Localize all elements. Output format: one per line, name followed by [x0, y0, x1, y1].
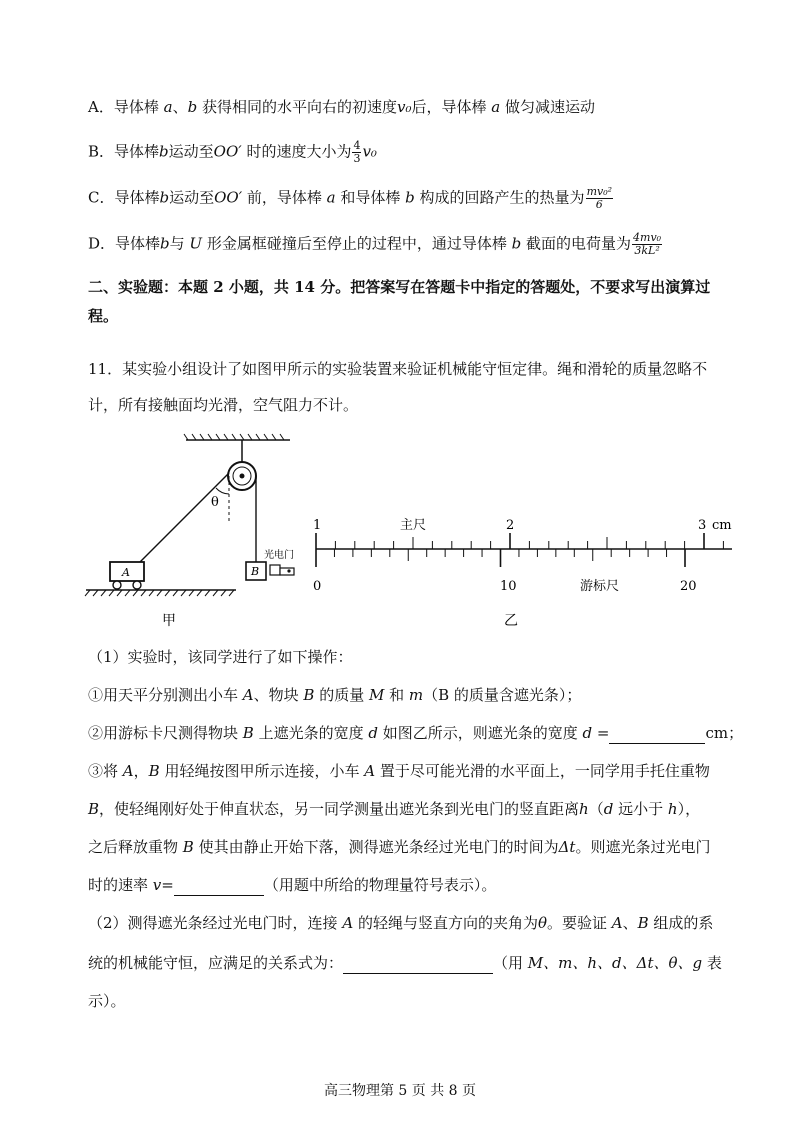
variable-list: M、m、h、d、Δt、θ、g: [527, 954, 703, 972]
var-b: B: [148, 762, 160, 780]
question-11-line1: 11．某实验小组设计了如图甲所示的实验装置来验证机械能守恒定律。绳和滑轮的质量忽略不: [88, 360, 708, 378]
experiment-figure: [0, 430, 800, 635]
option-d: [88, 232, 663, 257]
fraction-denominator: 6: [595, 198, 603, 211]
text: 运动至: [168, 142, 214, 161]
fraction: [352, 140, 361, 165]
var-a: A: [342, 914, 354, 932]
text: 时的速度大小为: [241, 142, 352, 161]
option-c: [88, 186, 614, 211]
text: 构成的回路产生的热量为: [414, 188, 585, 207]
part1-step3-line3: [88, 836, 710, 858]
var-b: B: [182, 838, 194, 856]
var-a: A: [611, 914, 623, 932]
part2-line3: 示）。: [88, 992, 126, 1010]
var-a: a: [326, 188, 336, 207]
var-b: b: [187, 98, 198, 116]
var-b: b: [159, 142, 169, 161]
text: cm；: [705, 724, 744, 742]
text: 使其由静止开始下落，测得遮光条经过光电门的时间为: [193, 838, 559, 856]
var-b: B: [303, 686, 315, 704]
option-b: [88, 140, 377, 165]
text: 运动至: [169, 188, 215, 207]
text: 后，导体棒: [411, 98, 492, 116]
var-theta: θ: [537, 914, 547, 932]
var-oo: OO′: [214, 188, 243, 207]
block-b: [246, 562, 266, 580]
text: （B 的质量含遮光条）；: [423, 686, 582, 704]
text: =: [161, 876, 174, 894]
fraction: [586, 186, 613, 211]
var-u: U: [189, 234, 203, 253]
text: 的质量: [314, 686, 369, 704]
var-v0: v₀: [362, 142, 377, 161]
vernier-label: 游标尺: [580, 579, 620, 594]
text: 的轻绳与竖直方向的夹角为: [353, 914, 538, 932]
var-d: d: [582, 724, 593, 742]
var-h: h: [579, 800, 589, 818]
text: 形金属框碰撞后至停止的过程中，通过导体棒: [202, 234, 512, 253]
section-heading-cont: 程。: [88, 307, 119, 325]
text: 做匀减速运动: [500, 98, 595, 116]
photogate: [264, 548, 294, 575]
angle-arc: [216, 488, 229, 494]
option-d-prefix: D．导体棒: [88, 234, 161, 253]
main-scale-number: 1: [313, 518, 322, 533]
var-b: b: [159, 188, 170, 207]
section-heading: 二、实验题：本题 2 小题，共 14 分。把答案写在答题卡中指定的答题处，不要求写出演算过: [88, 278, 711, 296]
var-m-upper: M: [368, 686, 385, 704]
part1-step1: [88, 684, 581, 706]
question-11-line2: 计，所有接触面均光滑，空气阻力不计。: [88, 396, 359, 414]
option-a-prefix: A．导体棒: [88, 98, 164, 116]
ground: [85, 590, 236, 596]
text: 表: [702, 954, 722, 972]
text: =: [592, 724, 610, 742]
text: （用题中所给的物理量符号表示）。: [263, 876, 497, 894]
part1-step3-line4: [88, 874, 496, 896]
answer-blank-relation[interactable]: [343, 955, 493, 974]
text: 和导体棒: [335, 188, 406, 207]
var-a: a: [491, 98, 501, 116]
text: 统的机械能守恒，应满足的关系式为：: [88, 954, 344, 972]
var-h: h: [667, 800, 678, 818]
var-d: d: [368, 724, 378, 742]
option-b-prefix: B．导体棒: [88, 142, 160, 161]
part1-step3-line1: [88, 760, 710, 782]
text: 截面的电荷量为: [521, 234, 632, 253]
part1-step2: [88, 722, 743, 744]
var-b: b: [511, 234, 522, 253]
text: 。要验证: [546, 914, 612, 932]
caption-right: 乙: [504, 613, 518, 629]
var-m-lower: m: [408, 686, 424, 704]
text: 前，导体棒: [242, 188, 327, 207]
main-scale-label: 主尺: [400, 518, 427, 533]
text: 获得相同的水平向右的初速度: [197, 98, 397, 116]
var-b: b: [160, 234, 170, 253]
text: ，使轻绳刚好处于伸直状态，另一同学测量出遮光条到光电门的竖直距离: [99, 800, 580, 818]
var-a: A: [242, 686, 254, 704]
text: 置于尽可能光滑的水平面上，一同学用手托住重物: [375, 762, 710, 780]
var-v0: v₀: [396, 98, 412, 116]
text: 上遮光条的宽度: [253, 724, 369, 742]
vernier-caliper: [313, 518, 732, 594]
text: ②用游标卡尺测得物块: [88, 724, 243, 742]
vernier-scale-ticks: [316, 549, 685, 567]
text: 、: [622, 914, 638, 932]
var-a: a: [163, 98, 173, 116]
vernier-number: 20: [680, 579, 697, 594]
part2-line1: [88, 912, 713, 934]
caption-left: 甲: [162, 613, 176, 629]
var-b: B: [637, 914, 649, 932]
main-scale-unit: cm: [712, 518, 732, 533]
theta-label: θ: [211, 495, 219, 510]
photogate-label: 光电门: [264, 550, 294, 561]
var-b: b: [405, 188, 415, 207]
text: ①用天平分别测出小车: [88, 686, 243, 704]
part1-intro: （1）实验时，该同学进行了如下操作：: [88, 648, 353, 666]
main-scale-ticks: [316, 533, 723, 549]
text: 组成的系: [648, 914, 714, 932]
var-d: d: [603, 800, 614, 818]
var-delta-t: Δt: [558, 838, 576, 856]
fraction-numerator: mv₀²: [586, 185, 613, 198]
text: 如图乙所示，则遮光条的宽度: [377, 724, 583, 742]
var-oo: OO′: [213, 142, 242, 161]
text: 用轻绳按图甲所示连接，小车: [159, 762, 365, 780]
text: 时的速率: [88, 876, 153, 894]
block-label: B: [251, 565, 260, 578]
option-c-prefix: C．导体棒: [88, 188, 160, 207]
text: ），: [677, 800, 701, 818]
pulley: [228, 440, 256, 490]
answer-blank-v[interactable]: [174, 877, 264, 896]
rope-to-cart: [136, 473, 229, 566]
fraction-denominator: 3: [353, 152, 361, 165]
text: 、: [172, 98, 188, 116]
cart-label: A: [122, 566, 130, 579]
fraction-numerator: 4mv₀: [633, 231, 662, 244]
var-b: B: [242, 724, 254, 742]
fraction: [632, 232, 662, 257]
var-a: A: [122, 762, 134, 780]
part2-line2: [88, 952, 722, 974]
text: 远小于: [613, 800, 668, 818]
var-a: A: [364, 762, 376, 780]
vernier-number: 10: [500, 579, 517, 594]
fraction-numerator: 4: [353, 139, 361, 152]
text: （2）测得遮光条经过光电门时，连接: [88, 914, 343, 932]
text: （用: [493, 954, 528, 972]
text: （: [588, 800, 604, 818]
text: 、物块: [253, 686, 304, 704]
main-scale-number: 3: [698, 518, 707, 533]
page-footer: 高三物理第 5 页 共 8 页: [323, 1083, 477, 1099]
var-v: v: [152, 876, 162, 894]
option-a: [88, 96, 595, 118]
text: 和: [384, 686, 409, 704]
ceiling: [184, 434, 290, 440]
text: 与: [169, 234, 190, 253]
vernier-number: 0: [313, 579, 322, 594]
main-scale-number: 2: [506, 518, 515, 533]
text: ，: [133, 762, 149, 780]
text: ③将: [88, 762, 123, 780]
var-b: B: [88, 800, 100, 818]
part1-step3-line2: [88, 798, 700, 820]
cart: [110, 562, 144, 589]
text: 。则遮光条过光电门: [575, 838, 711, 856]
answer-blank-d[interactable]: [609, 725, 705, 744]
text: 之后释放重物: [88, 838, 183, 856]
fraction-denominator: 3kL²: [634, 244, 660, 257]
